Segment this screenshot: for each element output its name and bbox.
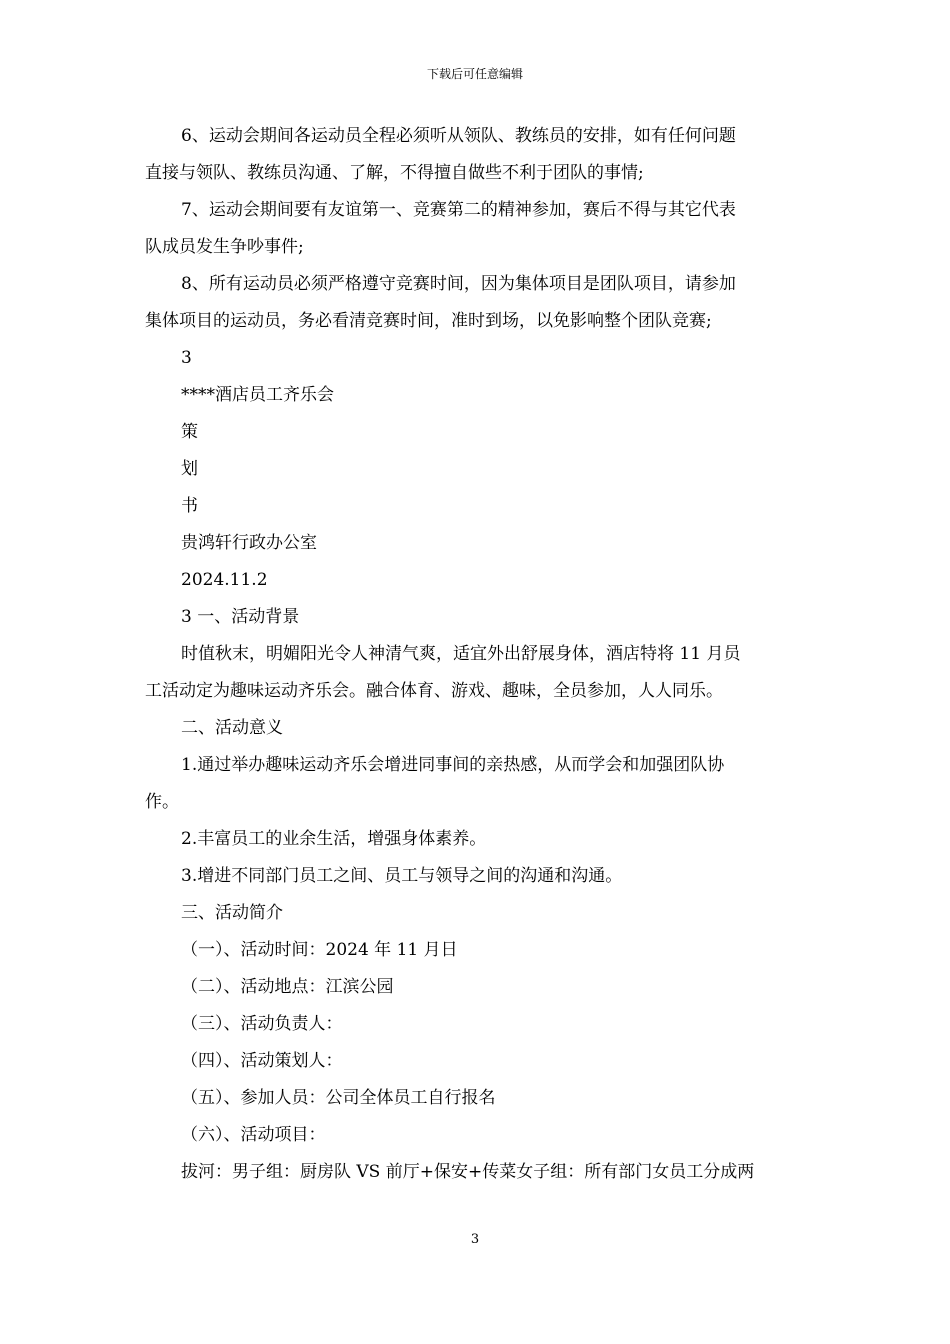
paragraph-line: 1.通过举办趣味运动齐乐会增进同事间的亲热感，从而学会和加强团队协 <box>181 755 725 775</box>
paragraph-line: 3 一、活动背景 <box>181 607 300 627</box>
page-number: 3 <box>470 1232 480 1247</box>
paragraph-line: 贵鸿轩行政办公室 <box>181 533 317 553</box>
paragraph-line: （六）、活动项目： <box>181 1125 326 1145</box>
page-header: 下载后可任意编辑 <box>426 67 523 81</box>
paragraph-line: 2024.11.2 <box>181 570 268 590</box>
paragraph-line: 6、运动会期间各运动员全程必须听从领队、教练员的安排，如有任何问题 <box>181 126 736 146</box>
paragraph-line: （四）、活动策划人： <box>181 1051 343 1071</box>
paragraph-line: 集体项目的运动员，务必看清竞赛时间，准时到场，以免影响整个团队竞赛; <box>145 311 712 331</box>
paragraph-line: 划 <box>181 459 198 479</box>
document-body <box>145 118 805 1191</box>
paragraph-line: （三）、活动负责人： <box>181 1014 343 1034</box>
paragraph-line: 工活动定为趣味运动齐乐会。融合体育、游戏、趣味，全员参加，人人同乐。 <box>145 681 723 701</box>
paragraph-line: 书 <box>181 496 198 516</box>
paragraph-line: 直接与领队、教练员沟通、了解，不得擅自做些不利于团队的事情; <box>145 163 644 183</box>
paragraph-line: ****酒店员工齐乐会 <box>181 385 334 405</box>
paragraph-line: 3 <box>181 348 192 368</box>
paragraph-line: 作。 <box>145 792 179 812</box>
paragraph-line: 3.增进不同部门员工之间、员工与领导之间的沟通和沟通。 <box>181 866 623 886</box>
paragraph-line: 2.丰富员工的业余生活，增强身体素养。 <box>181 829 487 849</box>
paragraph-line: （一）、活动时间：2024 年 11 月日 <box>181 940 458 960</box>
paragraph-line: 时值秋末，明媚阳光令人神清气爽，适宜外出舒展身体，酒店特将 11 月员 <box>181 644 741 664</box>
paragraph-line: 8、所有运动员必须严格遵守竞赛时间，因为集体项目是团队项目，请参加 <box>181 274 736 294</box>
paragraph-line: （二）、活动地点：江滨公园 <box>181 977 394 997</box>
paragraph-line: （五）、参加人员：公司全体员工自行报名 <box>181 1088 496 1108</box>
paragraph-line: 7、运动会期间要有友谊第一、竞赛第二的精神参加，赛后不得与其它代表 <box>181 200 736 220</box>
paragraph-line: 二、活动意义 <box>181 718 283 738</box>
paragraph-line: 策 <box>181 422 198 442</box>
paragraph-line: 队成员发生争吵事件; <box>145 237 304 257</box>
paragraph-line: 拔河：男子组：厨房队 VS 前厅+保安+传菜女子组：所有部门女员工分成两 <box>181 1162 755 1182</box>
paragraph-line: 三、活动简介 <box>181 903 283 923</box>
